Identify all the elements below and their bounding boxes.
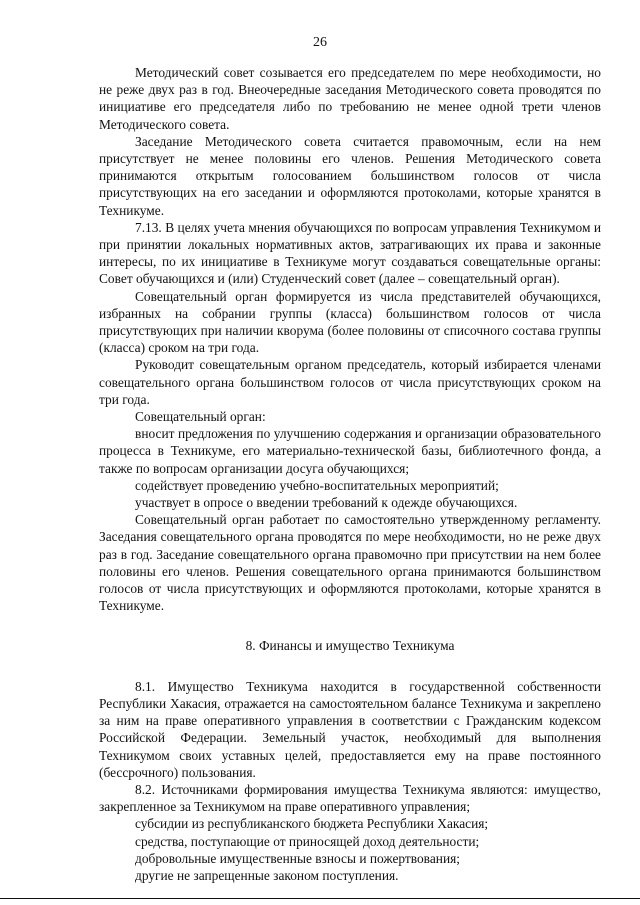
list-item: другие не запрещенные законом поступления. (135, 867, 399, 883)
paragraph: Методический совет созывается его председателем по мере необходимости, но не реже двух раз в год. Внеочередные заседания Методического совета проводятся по инициативе его председателя либо по требованию не менее одной трети членов Методического совета. (99, 65, 601, 132)
paragraph-8-2: 8.2. Источниками формирования имущества Техникума являются: имущество, закрепленное за Техникумом на праве оперативного управления; (99, 781, 601, 815)
paragraph: Совещательный орган формируется из числа представителей обучающихся, избранных на собрании группы (класса) большинством голосов от числа присутствующих при наличии кворума (более половины от списочного состава группы (класса) сроком на три года. (99, 288, 601, 356)
page-number: 26 (313, 35, 327, 50)
list-item: вносит предложения по улучшению содержания и организации образовательного процесса в Техникуме, его материально-технической базы, библиотечного фонда, а также по вопросам организации досуга обучающихся; (99, 426, 601, 476)
paragraph: Совещательный орган работает по самостоятельно утвержденному регламенту. Заседания совещательного органа проводятся по мере необходимости, но не реже двух раз в год. Заседание совещательного органа правомочно при присутствии на нем более половины его членов. Решения совещательного органа принимаются большинством голосов от числа присутствующих и оформляются протоколами, которые хранятся в Техникуме. (99, 512, 601, 614)
paragraph: Совещательный орган: (135, 409, 266, 425)
paragraph-7-13: 7.13. В целях учета мнения обучающихся по вопросам управления Техникумом и при принятии локальных нормативных актов, затрагивающих их права и законные интересы, по их инициативе в Техникуме могут создаваться совещательные органы: Совет обучающихся и (или) Студенческий совет (далее – совещательный орган). (99, 219, 601, 287)
document-body (99, 64, 601, 884)
paragraph: Руководит совещательным органом председатель, который избирается членами совещательного органа большинством голосов от числа присутствующих сроком на три года. (99, 357, 601, 407)
list-item: средства, поступающие от приносящей доход деятельности; (135, 833, 480, 849)
section-heading: 8. Финансы и имущество Техникума (245, 637, 455, 653)
list-item: субсидии из республиканского бюджета Республики Хакасия; (135, 816, 489, 832)
list-item: участвует в опросе о введении требований к одежде обучающихся. (135, 495, 518, 511)
list-item: содействует проведению учебно-воспитательных мероприятий; (135, 477, 499, 493)
paragraph: Заседание Методического совета считается правомочным, если на нем присутствует не менее половины его членов. Решения Методического совета принимаются открытым голосованием большинством голосов от числа присутствующих на его заседании и оформляются протоколами, которые хранятся в Техникуме. (99, 133, 601, 218)
paragraph-8-1: 8.1. Имущество Техникума находится в государственной собственности Республики Хакасия, отражается на самостоятельном балансе Техникума и закреплено за ним на праве оперативного управления в соответствии с Гражданским кодексом Российской Федерации. Земельный участок, необходимый для выполнения Техникумом своих уставных целей, предоставляется ему на праве постоянного (бессрочного) пользования. (99, 678, 601, 780)
list-item: добровольные имущественные взносы и пожертвования; (135, 850, 460, 866)
page-bottom-edge (0, 898, 640, 899)
